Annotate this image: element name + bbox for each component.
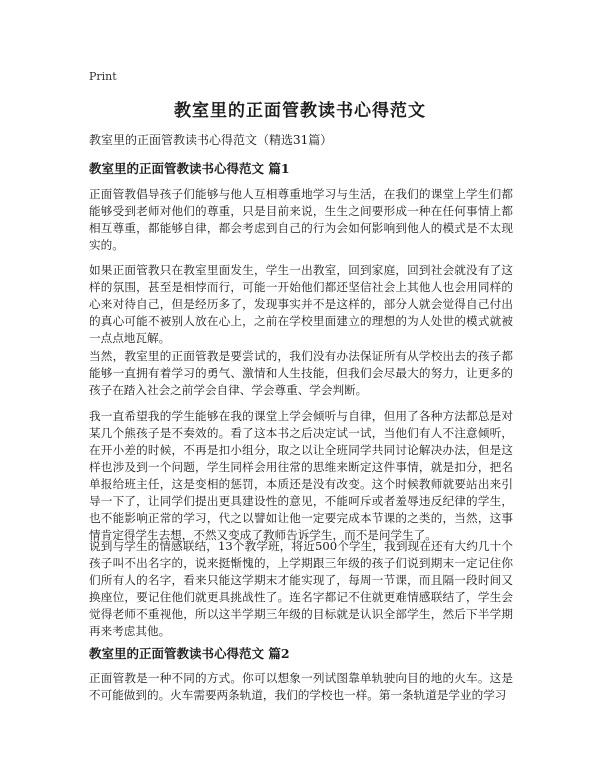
print-label[interactable]: Print bbox=[89, 70, 117, 83]
section-heading-2: 教室里的正面管教读书心得范文 篇2 bbox=[89, 646, 290, 661]
paragraph: 如果正面管教只在教室里面发生，学生一出教室，回到家庭，回到社会就没有了这样的氛围，甚至是相悖而行，可能一开始他们都还坚信社会上其他人也会用同样的心来对待自己，但是经历多了，发现事实并不是这样的，部分人就会觉得自己付出的真心可能不被别人放在心上，之前在学校里面建立的理想的为人处世的模式就被一点点地瓦解。 bbox=[89, 263, 513, 345]
paragraph: 正面管教是一种不同的方式。你可以想象一列试图靠单轨驶向目的地的火车。这是不可能做到的。火车需要两条轨道，我们的学校也一样。第一条轨道是学业的学习 bbox=[89, 671, 513, 702]
section-heading-1: 教室里的正面管教读书心得范文 篇1 bbox=[89, 161, 290, 176]
document-subtitle: 教室里的正面管教读书心得范文（精选31篇） bbox=[89, 133, 333, 147]
paragraph: 说到与学生的情感联结，13个教学班，将近500个学生，我到现在还有大约几十个孩子叫不出名字的，说来挺惭愧的，上学期跟三年级的孩子们说到期末一定记住你们所有人的名字，看来只能这学期末才能实现了，每周一节课，而且隔一段时间又换座位，要记住他们就更具挑战性了。连名字都记不住就更难情感联结了，学生会觉得老师不重视他，所以这半学期三年级的目标就是认识全部学生，然后下半学期再来考虑其他。 bbox=[89, 539, 513, 638]
paragraph: 我一直希望我的学生能够在我的课堂上学会倾听与自律，但用了各种方法都总是对某几个熊孩子是不奏效的。看了这本书之后决定试一试，当他们有人不注意倾听，在开小差的时候，不再是扣小组分，取之以让全班同学共同讨论解决办法，但是这样也涉及到一个问题，学生同样会用往常的思维来断定这件事情，就是扣分，把名单报给班主任，这是变相的惩罚，本质还是没有改变。这个时候教师就要站出来引导一下了，让同学们提出更具建设性的意见，不能呵斥或者羞辱违反纪律的学生，也不能影响正常的学习，代之以譬如让他一定要完成本节课的之类的，当然，这事情肯定得学生去想，不然又变成了教师告诉学生，而不是问学生了。 bbox=[89, 409, 513, 542]
paragraph: 当然，教室里的正面管教是要尝试的，我们没有办法保证所有从学校出去的孩子都能够一直拥有着学习的勇气、激情和人生技能，但我们会尽最大的努力，让更多的孩子在踏入社会之前学会自律、学会尊重、学会判断。 bbox=[89, 349, 513, 397]
page-title: 教室里的正面管教读书心得范文 bbox=[174, 101, 426, 121]
paragraph: 正面管教倡导孩子们能够与他人互相尊重地学习与生活，在我们的课堂上学生们都能够受到老师对他们的尊重，只是目前来说，生生之间要形成一种在任何事情上都相互尊重，都能够自律，都会考虑到自己的行为会如何影响到他人的模式是不太现实的。 bbox=[89, 187, 513, 252]
